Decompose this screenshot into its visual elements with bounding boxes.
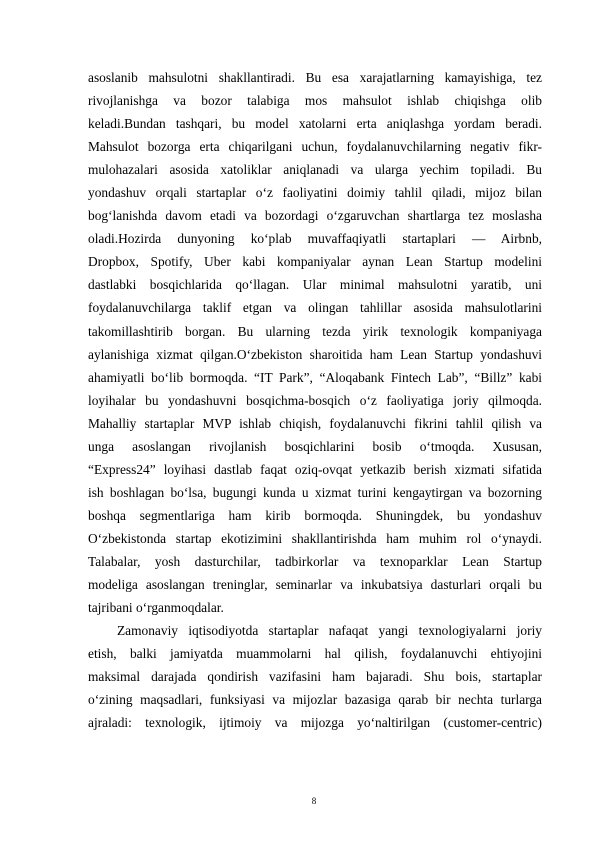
- text-line: ahamiyatli bo‘lib bormoqda. “IT Park”, “Aloqabank Fintech Lab”, “Billz” kabi: [88, 369, 542, 385]
- text-line: boshqa segmentlariga ham kirib bormoqda. Shuningdek, bu yondashuv: [88, 507, 542, 523]
- text-line: mulohazalari asosida xatoliklar aniqlanadi va ularga yechim topiladi. Bu: [88, 162, 542, 178]
- text-line: loyihalar bu yondashuvni bosqichma-bosqich o‘z faoliyatiga joriy qilmoqda.: [88, 392, 542, 408]
- text-line: Dropbox, Spotify, Uber kabi kompaniyalar aynan Lean Startup modelini: [88, 254, 542, 270]
- text-line: O‘zbekistonda startap ekotizimini shakllantirishda ham muhim rol o‘ynaydi.: [88, 530, 542, 546]
- text-line: foydalanuvchilarga taklif etgan va olingan tahlillar asosida mahsulotlarini: [88, 300, 542, 316]
- paragraph-end-line: tajribani o‘rganmoqdalar.: [88, 600, 224, 616]
- paragraph-start-line: Zamonaviy iqtisodiyotda startaplar nafaqat yangi texnologiyalarni joriy: [117, 623, 542, 639]
- text-line: takomillashtirib borgan. Bu ularning tezda yirik texnologik kompaniyaga: [88, 323, 542, 339]
- text-line: ish boshlagan bo‘lsa, bugungi kunda u xizmat turini kengaytirgan va bozorning: [88, 484, 542, 500]
- text-line: Mahalliy startaplar MVP ishlab chiqish, foydalanuvchi fikrini tahlil qilish va: [88, 415, 542, 431]
- text-line: oladi.Hozirda dunyoning ko‘plab muvaffaqiyatli startaplari — Airbnb,: [88, 231, 542, 247]
- text-line: dastlabki bosqichlarida qo‘llagan. Ular minimal mahsulotni yaratib, uni: [88, 277, 542, 293]
- text-line: asoslanib mahsulotni shakllantiradi. Bu esa xarajatlarning kamayishiga, tez: [88, 70, 542, 85]
- text-line: modeliga asoslangan treninglar, seminarlar va inkubatsiya dasturlari orqali bu: [88, 577, 542, 593]
- text-line: bog‘lanishda davom etadi va bozordagi o‘zgaruvchan shartlarga tez moslasha: [88, 208, 542, 224]
- text-line: yondashuv orqali startaplar o‘z faoliyatini doimiy tahlil qiladi, mijoz bilan: [88, 185, 542, 201]
- page-number: 8: [311, 796, 317, 806]
- text-line: “Express24” loyihasi dastlab faqat oziq-ovqat yetkazib berish xizmati sifatida: [88, 461, 542, 477]
- text-line: o‘zining maqsadlari, funksiyasi va mijozlar bazasiga qarab bir nechta turlarga: [88, 692, 542, 708]
- body-text: [88, 66, 542, 734]
- text-line: maksimal darajada qondirish vazifasini ham bajaradi. Shu bois, startaplar: [88, 669, 542, 685]
- text-line: rivojlanishga va bozor talabiga mos mahsulot ishlab chiqishga olib: [88, 93, 542, 109]
- text-line: Talabalar, yosh dasturchilar, tadbirkorlar va texnoparklar Lean Startup: [88, 553, 542, 569]
- text-line: keladi.Bundan tashqari, bu model xatolarni erta aniqlashga yordam beradi.: [88, 116, 542, 132]
- text-line: unga asoslangan rivojlanish bosqichlarini bosib o‘tmoqda. Xususan,: [88, 438, 542, 454]
- text-line: Mahsulot bozorga erta chiqarilgani uchun, foydalanuvchilarning negativ fikr-: [88, 139, 542, 155]
- text-line: aylanishiga xizmat qilgan.O‘zbekiston sharoitida ham Lean Startup yondashuvi: [88, 346, 542, 362]
- text-line: etish, balki jamiyatda muammolarni hal qilish, foydalanuvchi ehtiyojini: [88, 646, 542, 662]
- text-line: ajraladi: texnologik, ijtimoiy va mijozga yo‘naltirilgan (customer-centric): [88, 715, 542, 731]
